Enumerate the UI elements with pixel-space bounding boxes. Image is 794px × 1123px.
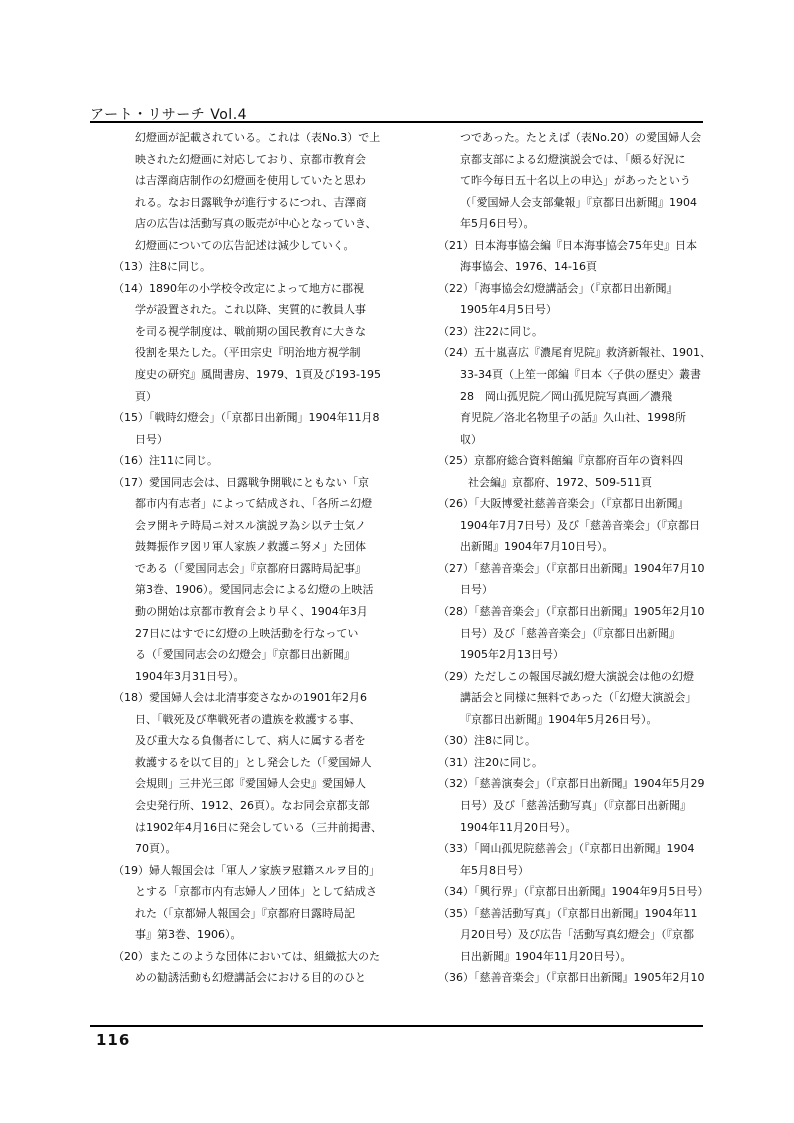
note-line: 都市内有志者」によって結成され、「各所ニ幻燈 — [135, 497, 373, 511]
note-line: 社会編』京都府、1972、509-511頁 — [468, 475, 652, 489]
note-line: 33-34頁（上笙一郎編『日本〈子供の歴史〉叢書 — [460, 368, 701, 382]
journal-title: アート・リサーチ Vol.4 — [90, 107, 248, 123]
note-line: 27日にはすでに幻燈の上映活動を行なってい — [135, 626, 359, 640]
note-line: 日号）及び「慈善音楽会」（『京都日出新聞』 — [460, 626, 680, 640]
note-line: 70頁）。 — [135, 842, 177, 856]
note-line: 事』第3巻、1906）。 — [135, 928, 242, 942]
note-line: （22）「海事協会幻燈講話会」（『京都日出新聞』 — [438, 281, 678, 295]
note-line: 鼓舞振作ヲ図リ軍人家族ノ救護ニ努メ」た団体 — [135, 540, 366, 554]
note-line: 会規則」三井光三郎『愛国婦人会史』愛国婦人 — [135, 777, 366, 791]
note-line: 及び重大なる負傷者にして、病人に属する者を — [135, 734, 366, 748]
note-line: 度史の研究』風間書房、1979、1頁及び193-195 — [135, 368, 381, 382]
note-line: 1905年4月5日号） — [460, 303, 557, 317]
note-line: る（「愛国同志会の幻燈会」『京都日出新聞』 — [135, 648, 355, 662]
note-line: 動の開始は京都市教育会より早く、1904年3月 — [135, 605, 368, 619]
note-line: （16）注11に同じ。 — [113, 454, 218, 468]
note-line: （36）「慈善音楽会」（『京都日出新聞』1905年2月10 — [438, 971, 705, 985]
note-line: 育児院／洛北名物里子の話』久山社、1998所 — [460, 411, 686, 425]
note-line: （14）1890年の小学校令改定によって地方に郡視 — [113, 281, 364, 295]
note-line: 月20日号）及び広告「活動写真幻燈会」（『京都 — [460, 928, 694, 942]
note-line: （17）愛国同志会は、日露戦争開戦にともない「京 — [113, 475, 369, 489]
note-line: 幻燈画についての広告記述は減少していく。 — [135, 238, 355, 252]
note-line: 幻燈画が記載されている。これは（表No.3）で上 — [135, 131, 381, 144]
note-line: である（「愛国同志会」『京都府日露時局記事』 — [135, 561, 366, 575]
note-line: （20）またこのような団体においては、組織拡大のた — [113, 949, 380, 963]
note-line: （25）京都府総合資料館編『京都府百年の資料四 — [438, 454, 683, 468]
note-line: 日号） — [460, 583, 493, 597]
note-line: 海事協会、1976、14-16頁 — [460, 260, 597, 274]
note-line: （33）「岡山孤児院慈善会」（『京都日出新聞』1904 — [438, 842, 695, 856]
note-line: （18）愛国婦人会は北清事変さなかの1901年2月6 — [113, 691, 367, 705]
note-line: 救護するを以て目的」とし発会した（「愛国婦人 — [135, 755, 372, 769]
note-line: れた（「京都婦人報国会」『京都府日露時局記 — [135, 906, 355, 920]
note-line: 1904年11月20日号）。 — [460, 820, 577, 834]
note-line: 映された幻燈画に対応しており、京都市教育会 — [135, 152, 366, 166]
note-line: 店の広告は活動写真の販売が中心となっていき、 — [135, 217, 377, 231]
note-line: （23）注22に同じ。 — [438, 324, 543, 338]
note-line: （21）日本海事協会編『日本海事協会75年史』日本 — [438, 238, 697, 252]
header-rule — [90, 121, 703, 123]
note-line: とする「京都市内有志婦人ノ団体」として結成さ — [135, 885, 377, 899]
note-line: 1904年3月31日号）。 — [135, 669, 245, 683]
note-line: （35）「慈善活動写真」（『京都日出新聞』1904年11 — [438, 906, 698, 920]
note-line: 会史発行所、1912、26頁）。なお同会京都支部 — [135, 798, 370, 812]
note-line: は吉澤商店制作の幻燈画を使用していたと思わ — [135, 174, 366, 188]
note-line: （29）ただしこの報国尽誠幻燈大演説会は他の幻燈 — [438, 669, 694, 683]
note-line: （19）婦人報国会は「軍人ノ家族ヲ慰籍スルヲ目的」 — [113, 863, 380, 877]
note-line: 年5月6日号）。 — [460, 217, 535, 231]
note-line: 役割を果たした。（平田宗史『明治地方視学制 — [135, 346, 361, 360]
note-line: 頁） — [135, 389, 157, 403]
note-line: （26）「大阪博愛社慈善音楽会」（『京都日出新聞』 — [438, 497, 689, 511]
note-line: （31）注20に同じ。 — [438, 755, 543, 769]
note-line: 『京都日出新聞』1904年5月26日号）。 — [460, 712, 658, 726]
note-line: つであった。たとえば（表No.20）の愛国婦人会 — [460, 131, 702, 144]
note-line: （34）「興行界」（『京都日出新聞』1904年9月5日号） — [438, 885, 709, 899]
page-number: 116 — [96, 1031, 131, 1049]
note-line: （24）五十嵐喜広『濃尾育児院』救済新報社、1901、 — [438, 346, 711, 360]
note-line: れる。なお日露戦争が進行するにつれ、吉澤商 — [135, 195, 367, 209]
notes-column-right — [438, 127, 710, 989]
note-line: 学が設置された。これ以降、実質的に教員人事 — [135, 303, 366, 317]
note-line: （28）「慈善音楽会」（『京都日出新聞』1905年2月10 — [438, 605, 705, 619]
note-line: 収） — [460, 432, 482, 446]
note-line: 京都支部による幻燈演説会では、「頗る好況に — [460, 152, 686, 166]
note-line: （「愛国婦人会支部彙報」『京都日出新聞』1904 — [460, 195, 697, 209]
note-line: （15）「戦時幻燈会」（「京都日出新聞」1904年11月8 — [113, 411, 380, 425]
note-line: めの勧誘活動も幻燈講話会における目的のひと — [135, 971, 366, 985]
note-line: 講話会と同様に無料であった（「幻燈大演説会」 — [460, 691, 697, 705]
note-line: 日出新聞』1904年11月20日号）。 — [460, 949, 632, 963]
note-line: 日号）及び「慈善活動写真」（『京都日出新聞』 — [460, 798, 691, 812]
footer-rule — [90, 1025, 703, 1027]
note-line: 出新聞』1904年7月10日号）。 — [460, 540, 614, 554]
note-line: 会ヲ開キテ時局ニ対スル演説ヲ為シ以テ士気ノ — [135, 518, 366, 532]
note-line: 年5月8日号） — [460, 863, 529, 877]
note-line: は1902年4月16日に発会している（三井前掲書、 — [135, 820, 382, 834]
note-line: を司る視学制度は、戦前期の国民教育に大きな — [135, 324, 366, 338]
note-line: て昨今毎日五十名以上の申込」があったという — [460, 174, 691, 188]
note-line: 日号） — [135, 432, 168, 446]
note-line: 28 岡山孤児院／岡山孤児院写真画／濃飛 — [460, 389, 672, 403]
note-line: （30）注8に同じ。 — [438, 734, 536, 748]
note-line: 第3巻、1906）。愛国同志会による幻燈の上映活 — [135, 583, 374, 597]
notes-column-left — [113, 127, 413, 989]
note-line: 1905年2月13日号） — [460, 648, 564, 662]
note-line: （32）「慈善演奏会」（『京都日出新聞』1904年5月29 — [438, 777, 705, 791]
note-line: 日、「戦死及び準戦死者の遺族を救護する事、 — [135, 712, 361, 726]
note-line: （27）「慈善音楽会」（『京都日出新聞』1904年7月10 — [438, 561, 705, 575]
note-line: （13）注8に同じ。 — [113, 260, 211, 274]
note-line: 1904年7月7日号）及び「慈善音楽会」（『京都日 — [460, 518, 700, 532]
